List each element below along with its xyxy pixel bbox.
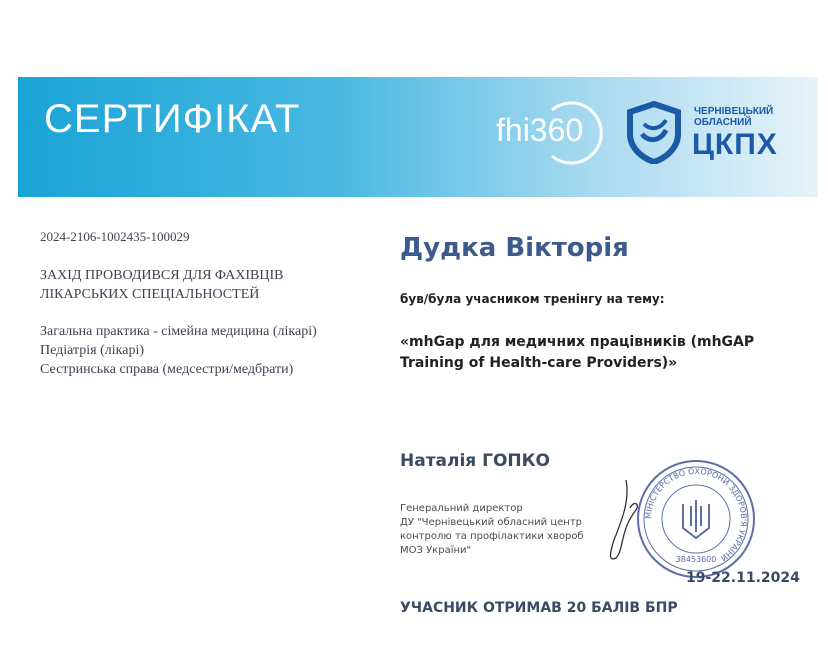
signer-title-line: ДУ "Чернівецький обласний центр	[400, 517, 583, 528]
event-heading	[40, 266, 370, 304]
participant-text: був/була учасником тренінгу на тему:	[400, 292, 665, 306]
signer-title-line: контролю та профілактики хвороб	[400, 531, 584, 542]
stamp-code: 38453600	[675, 555, 717, 564]
signer-title-line: МОЗ України"	[400, 545, 472, 556]
training-topic	[400, 332, 800, 374]
registration-number: 2024-2106-1002435-100029	[40, 229, 190, 244]
event-heading-line1: ЗАХІД ПРОВОДИВСЯ ДЛЯ ФАХІВЦІВ	[40, 268, 284, 283]
certificate-title: СЕРТИФІКАТ	[44, 97, 301, 141]
event-heading-line2: ЛІКАРСЬКИХ СПЕЦІАЛЬНОСТЕЙ	[40, 287, 260, 302]
fhi360-logo-arc-icon	[544, 100, 608, 166]
center-name-line2: ОБЛАСНИЙ	[694, 117, 752, 128]
event-date: 19-22.11.2024	[686, 570, 800, 586]
specialties-list	[40, 322, 317, 379]
specialty-item: Загальна практика - сімейна медицина (лікарі)	[40, 324, 317, 339]
center-name-small	[694, 106, 773, 128]
participant-name: Дудка Вікторія	[400, 233, 629, 263]
stamp-ring-text: МІНІСТЕРСТВО ОХОРОНИ ЗДОРОВ'Я УКРАЇНИ	[643, 466, 749, 563]
training-line2: Training of Health-care Providers)»	[400, 355, 678, 371]
specialty-item: Педіатрія (лікарі)	[40, 343, 145, 358]
training-line1: «mhGap для медичних працівників (mhGAP	[400, 334, 755, 350]
signer-name: Наталія ГОПКО	[400, 451, 550, 471]
signer-title-line: Генеральний директор	[400, 503, 523, 514]
center-abbreviation: ЦКПХ	[692, 128, 778, 161]
official-stamp-icon	[633, 456, 759, 582]
cukpkh-shield-icon	[622, 100, 686, 164]
center-name-line1: ЧЕРНІВЕЦЬКИЙ	[694, 106, 774, 117]
points-awarded: УЧАСНИК ОТРИМАВ 20 БАЛІВ БПР	[400, 600, 678, 616]
specialty-item: Сестринська справа (медсестри/медбрати)	[40, 362, 294, 377]
fhi360-logo-text: fhi360	[496, 112, 584, 148]
